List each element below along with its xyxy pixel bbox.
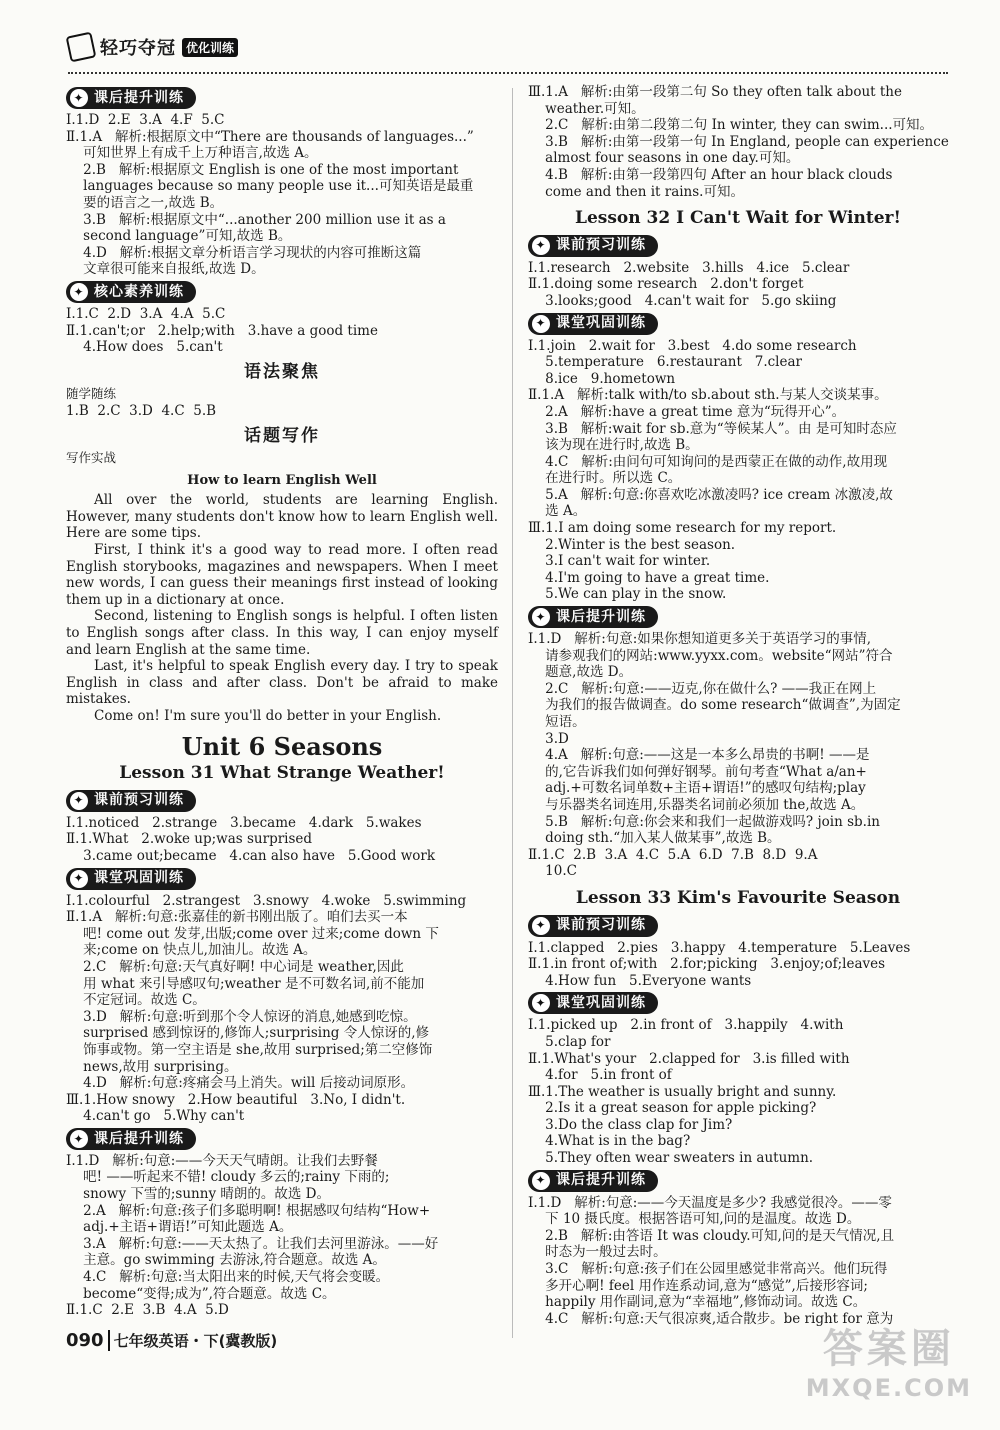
crown-icon: ✦ [70,870,88,888]
answer-block [66,893,498,1125]
essay-paragraph: All over the world, students are learning English. However, many students don't know how to learn English well. Here are some tips. [66,492,498,542]
answer-line: Ⅱ.1.A 解析:根据原文中“There are thousands of languages...” [66,128,474,145]
answer-line: Ⅰ.1.colourful 2.strangest 3.snowy 4.woke 5.swimming [66,892,467,909]
answer-line: 4.B 解析:由第一段第四句 After an hour black clouds [528,166,893,183]
section-header: ✦ 课堂巩固训练 [66,868,498,890]
answer-line: 不定冠词。故选 C。 [66,992,206,1009]
watermark-logo: 答案圈 [822,1326,955,1372]
answer-line: 3.B 解析:wait for sb.意为“等候某人”。由 是可知时态应 [528,420,897,437]
answer-line: 与乐器类名词连用,乐器类名词前必须加 the,故选 A。 [528,796,865,813]
answer-line: 4.C 解析:由问句可知询问的是西蒙正在做的动作,故用现 [528,453,888,470]
answer-line: Ⅰ.1.picked up 2.in front of 3.happily 4.with [528,1017,844,1034]
answer-line: Ⅰ.1.research 2.website 3.hills 4.ice 5.clear [528,259,850,276]
answer-line: become“变得;成为”,符合题意。故选 C。 [66,1285,336,1302]
lesson-title: Lesson 31 What Strange Weather! [119,763,445,784]
essay-paragraph: First, I think it's a good way to read more. I often read English storybooks, magazines and newspapers. When I meet new words, I can guess their meanings first instead of looking them up in a dictionary at once. [66,542,498,608]
section-header: ✦ 课后提升训练 [66,87,498,109]
answer-line: 8.ice 9.hometown [528,370,676,387]
right-column [528,84,948,1327]
answer-line: 请参观我们的网站:www.yyxx.com。website“网站”符合 [528,647,893,664]
answer-line: Ⅰ.1.noticed 2.strange 3.became 4.dark 5.wakes [66,814,422,831]
page-header [68,34,948,70]
answer-line: 4.for 5.in front of [528,1067,672,1084]
crown-icon: ✦ [70,89,88,107]
answer-block [528,260,948,310]
answer-line: Ⅲ.1.How snowy 2.How beautiful 3.No, I didn't. [66,1091,406,1108]
answer-line: Ⅱ.1.doing some research 2.don't forget [528,276,804,293]
section-header: ✦ 课后提升训练 [66,1128,498,1150]
answer-line: 多开心啊! feel 用作连系动词,意为“感觉”,后接形容词; [528,1277,868,1294]
essay-paragraph: Second, listening to English songs is helpful. I often listen to English songs after class. In this way, I can enjoy myself and learn English at the same time. [66,608,498,658]
answer-line: 4.A 解析:句意:——这是一本多么昂贵的书啊! ——是 [528,747,870,764]
answer-line: 4.What is in the bag? [528,1133,691,1150]
answer-line: 2.B 解析:由答语 It was cloudy.可知,问的是天气情况,且 [528,1227,895,1244]
answer-line: 3.came out;became 4.can also have 5.Good work [66,847,436,864]
crown-icon: ✦ [532,237,550,255]
answer-line: 要的语言之一,故选 B。 [66,194,224,211]
answer-line: 4.I'm going to have a great time. [528,569,770,586]
section-header: ✦ 课后提升训练 [528,606,948,628]
answer-line: 4.D 解析:句意:疼痛会马上消失。will 后接动词原形。 [66,1075,415,1092]
header-rule [68,72,948,74]
section-header: ✦ 课后提升训练 [528,1170,948,1192]
book-title: 七年级英语・下(冀教版) [113,1332,278,1350]
answer-line: 4.can't go 5.Why can't [66,1108,245,1125]
answer-block [66,112,498,278]
answer-line: 5.clap for [528,1033,611,1050]
answer-line: snowy 下雪的;sunny 晴朗的。故选 D。 [66,1186,330,1203]
answer-line: 2.C 解析:句意:——迈克,你在做什么? ——我正在网上 [528,680,877,697]
answer-line: 饰事或物。第一空主语是 she,故用 surprised;第二空修饰 [66,1041,433,1058]
answer-line: Ⅰ.1.clapped 2.pies 3.happy 4.temperature 5.Leaves [528,939,911,956]
brand-subtitle: 优化训练 [182,38,238,57]
answer-line: 3.Do the class clap for Jim? [528,1116,733,1133]
answer-line: 2.A 解析:have a great time 意为“玩得开心”。 [528,403,846,420]
answer-line: 为我们的报告做调查。do some research“做调查”,为固定 [528,697,901,714]
crown-icon: ✦ [532,994,550,1012]
answer-line: 2.Winter is the best season. [528,536,736,553]
answer-line: 吧! ——听起来不错! cloudy 多云的;rainy 下雨的; [66,1169,390,1186]
answer-line: 4.C 解析:句意:天气很凉爽,适合散步。be right for 意为 [528,1310,894,1327]
topic-title: 话题写作 [244,425,320,446]
answer-line: adj.+可数名词单数+主语+谓语!”的感叹句结构;play [528,780,866,797]
essay-paragraph: Come on! I'm sure you'll do better in your English. [94,708,442,724]
answer-line: adj.+主语+谓语!”可知此题选 A。 [66,1219,293,1236]
answer-line: second language”可知,故选 B。 [66,228,292,245]
answer-line: come and then it rains.可知。 [528,183,744,200]
crown-icon: ✦ [70,792,88,810]
answer-line: 该为现在进行时,故选 B。 [528,437,699,454]
answer-block [528,940,948,990]
answer-line: Ⅲ.1.The weather is usually bright and sunny. [528,1083,837,1100]
essay-paragraph: Last, it's helpful to speak English every day. I try to speak English in class and after class. Don't be afraid to make mistakes. [66,658,498,708]
brand [68,34,238,60]
answer-line: 3.I can't wait for winter. [528,553,711,570]
crown-icon: ✦ [532,917,550,935]
answer-line: Ⅰ.1.D 2.E 3.A 4.F 5.C [66,112,225,128]
answer-block [528,1017,948,1166]
section-header: ✦ 课前预习训练 [528,915,948,937]
answer-line: 5.A 解析:句意:你喜欢吃冰激凌吗? ice cream 冰激凌,故 [528,486,893,503]
answer-line: happily 用作副词,意为“幸福地”,修饰动词。故选 C。 [528,1294,867,1311]
answer-line: 2.C 解析:句意:天气真好啊! 中心词是 weather,因此 [66,958,404,975]
answer-line: Ⅱ.1.A 解析:句意:张嘉佳的新书刚出版了。咱们去买一本 [66,909,408,926]
answer-line: 3.D [528,730,569,747]
essay-body [66,492,498,724]
answer-line: 短语。 [528,714,586,730]
answer-line: 5.B 解析:句意:你会来和我们一起做游戏吗? join sb.in [528,813,880,830]
answer-line: 时态为一般过去时。 [528,1244,667,1261]
answer-line: weather.可知。 [528,100,645,117]
answer-block [528,631,948,880]
answer-line: languages because so many people use it...可知英语是最重 [66,178,474,195]
answer-line: Ⅱ.1.C 2.B 3.A 4.C 5.A 6.D 7.B 8.D 9.A [528,846,818,863]
crown-icon: ✦ [70,1130,88,1148]
answer-block [528,1195,948,1328]
answer-line: Ⅱ.1.can't;or 2.help;with 3.have a good time [66,322,378,339]
answer-line: Ⅱ.1.in front of;with 2.for;picking 3.enjoy;of;leaves [528,956,886,973]
section-header: ✦ 课堂巩固训练 [528,992,948,1014]
watermark-url: MXQE.COM [805,1374,972,1402]
answer-line: 的,它告诉我们如何弹好钢琴。前句考查“What a/an+ [528,763,867,780]
answer-line: 4.C 解析:句意:当太阳出来的时候,天气将会变暖。 [66,1269,390,1286]
answer-line: surprised 感到惊讶的,修饰人;surprising 令人惊讶的,修 [66,1025,429,1042]
left-column [66,84,498,1319]
section-header: ✦ 课前预习训练 [66,790,498,812]
answer-line: 2.Is it a great season for apple picking? [528,1100,817,1117]
answer-line: 用 what 来引导感叹句;weather 是不可数名词,前不能加 [66,975,425,992]
answer-line: 4.How does 5.can't [66,339,223,356]
answer-line: 文章很可能来自报纸,故选 D。 [66,261,265,278]
answer-line: Ⅱ.1.C 2.E 3.B 4.A 5.D [66,1302,229,1319]
crown-icon: ✦ [70,283,88,301]
answer-line: 下 10 摄氏度。根据答语可知,问的是温度。故选 D。 [528,1211,861,1228]
answer-line: Ⅰ.1.D 解析:句意:——今天天气晴朗。让我们去野餐 [66,1152,378,1169]
grammar-answers: 1.B 2.C 3.D 4.C 5.B [66,402,217,419]
answer-line: 选 A。 [528,503,587,520]
answer-line: 2.A 解析:句意:孩子们多聪明啊! 根据感叹句结构“How+ [66,1202,431,1219]
answer-line: Ⅲ.1.A 解析:由第一段第二句 So they often talk about the [528,84,902,100]
grammar-label: 随学随练 [66,386,117,402]
answer-line: 2.B 解析:根据原文 English is one of the most important [66,161,459,178]
answer-line: 来;come on 快点儿,加油儿。故选 A。 [66,942,317,959]
answer-line: 3.B 解析:由第一段第一句 In England, people can experience [528,133,949,150]
answer-line: 5.We can play in the snow. [528,586,727,603]
column-divider [512,88,513,1338]
answer-block [66,815,498,865]
brand-name: 轻巧夺冠 [100,38,176,59]
answer-line: Ⅰ.1.join 2.wait for 3.best 4.do some research [528,337,857,354]
answer-line: 5.temperature 6.restaurant 7.clear [528,354,802,371]
page-footer [66,1330,277,1351]
answer-line: 3.B 解析:根据原文中“...another 200 million use it as a [66,211,446,228]
answer-line: almost four seasons in one day.可知。 [528,150,800,167]
answer-line: Ⅰ.1.C 2.D 3.A 4.A 5.C [66,305,226,322]
answer-block [528,84,948,200]
section-header: ✦ 核心素养训练 [66,281,498,303]
crown-icon: ✦ [532,315,550,333]
page-number: 090 [66,1330,110,1351]
answer-line: 吧! come out 发芽,出版;come over 过来;come down 下 [66,925,439,942]
answer-line: 在进行时。所以选 C。 [528,470,682,487]
essay-title: How to learn English Well [187,472,377,488]
answer-line: Ⅰ.1.D 解析:句意:——今天温度是多少? 我感觉很冷。——零 [528,1194,892,1211]
section-header: ✦ 课堂巩固训练 [528,313,948,335]
answer-line: Ⅲ.1.I am doing some research for my report. [528,520,837,537]
answer-line: Ⅱ.1.What 2.woke up;was surprised [66,831,313,848]
answer-line: 3.D 解析:句意:听到那个令人惊讶的消息,她感到吃惊。 [66,1008,417,1025]
answer-line: 3.C 解析:句意:孩子们在公园里感觉非常高兴。他们玩得 [528,1261,888,1278]
answer-line: 主意。go swimming 去游泳,符合题意。故选 A。 [66,1252,386,1269]
answer-line: 3.A 解析:句意:——天太热了。让我们去河里游泳。——好 [66,1235,439,1252]
answer-line: 可知世界上有成千上万种语言,故选 A。 [66,145,318,162]
unit-title: Unit 6 Seasons [181,731,383,761]
lesson-title: Lesson 32 I Can't Wait for Winter! [575,208,901,229]
answer-block [528,338,948,604]
answer-line: 3.looks;good 4.can't wait for 5.go skiing [528,292,837,309]
answer-line: Ⅰ.1.D 解析:句意:如果你想知道更多关于英语学习的事情, [528,631,872,648]
answer-line: 2.C 解析:由第二段第二句 In winter, they can swim...可知。 [528,117,934,134]
grammar-title: 语法聚焦 [244,361,320,382]
answer-block [66,306,498,356]
answer-line: 5.They often wear sweaters in autumn. [528,1150,814,1167]
crown-icon: ✦ [532,1172,550,1190]
writing-label: 写作实战 [66,450,117,466]
answer-line: 题意,故选 D。 [528,664,633,681]
section-header: ✦ 课前预习训练 [528,235,948,257]
answer-line: news,故用 surprising。 [66,1058,238,1075]
answer-line: 4.How fun 5.Everyone wants [528,972,752,989]
answer-line: doing sth.“加入某人做某事”,故选 B。 [528,830,781,847]
answer-line: Ⅱ.1.What's your 2.clapped for 3.is filled with [528,1050,850,1067]
crown-icon: ✦ [532,608,550,626]
answer-line: 4.D 解析:根据文章分析语言学习现状的内容可推断这篇 [66,244,422,261]
brand-logo-icon [66,32,97,63]
lesson-title: Lesson 33 Kim's Favourite Season [575,887,901,908]
answer-line: Ⅱ.1.A 解析:talk with/to sb.about sth.与某人交谈某事。 [528,387,888,404]
answer-block [66,1153,498,1319]
watermark [806,1317,972,1402]
answer-line: 10.C [528,863,577,880]
